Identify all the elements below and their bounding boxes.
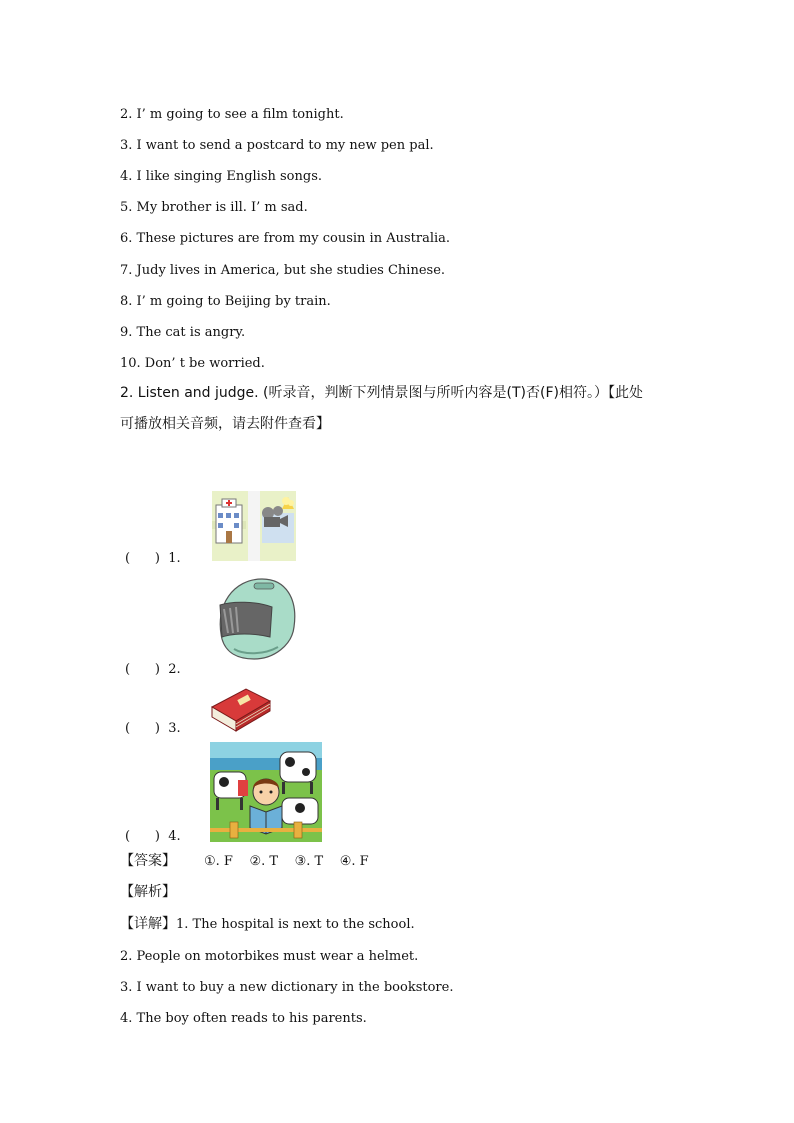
detail-line-3: 3. I want to buy a new dictionary in the bookstore. [120,980,454,995]
dictionary-book-icon [210,687,272,733]
answer-values: ①. F ②. T ③. T ④. F [204,854,369,869]
boy-reading-with-cows-icon [210,742,322,842]
item-1-label: ( ) 1. [125,551,181,566]
sentence-2: 2. I’ m going to see a film tonight. [120,107,344,122]
detail-line-1 [120,916,415,933]
item-2-label: ( ) 2. [125,662,181,677]
detail-line-4: 4. The boy often reads to his parents. [120,1011,367,1026]
sentence-3: 3. I want to send a postcard to my new pen pal. [120,138,434,153]
item-3-label: ( ) 3. [125,721,181,736]
detail-line-2: 2. People on motorbikes must wear a helmet. [120,949,419,964]
section-heading-cont: 可播放相关音频，请去附件查看】 [120,416,330,432]
sentence-7: 7. Judy lives in America, but she studies Chinese. [120,263,446,278]
detail-first: 1. The hospital is next to the school. [176,917,415,932]
sentence-10: 10. Don’ t be worried. [120,356,265,371]
helmet-icon [214,575,298,663]
item-4-label: ( ) 4. [125,829,181,844]
hospital-cinema-map-icon [212,491,296,561]
sentence-4: 4. I like singing English songs. [120,169,323,184]
answer-tag: 【答案】 [120,853,176,869]
sentence-8: 8. I’ m going to Beijing by train. [120,294,331,309]
analysis-tag: 【解析】 [120,884,176,900]
detail-tag: 【详解】 [120,916,176,932]
sentence-5: 5. My brother is ill. I’ m sad. [120,200,308,215]
section-heading: 2. Listen and judge. (听录音，判断下列情景图与所听内容是(T)否(F)相符。）【此处 [120,385,643,401]
answer-line [120,853,369,870]
sentence-6: 6. These pictures are from my cousin in Australia. [120,231,451,246]
sentence-9: 9. The cat is angry. [120,325,246,340]
